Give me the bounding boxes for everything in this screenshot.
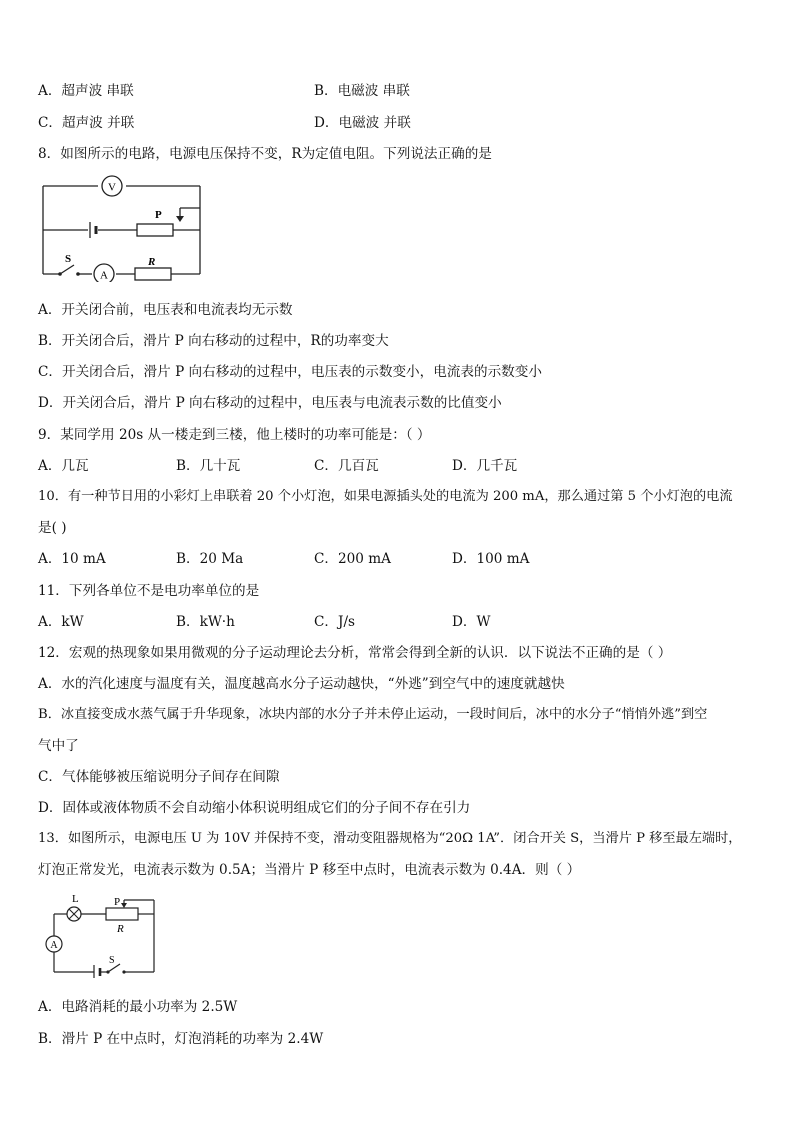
resistor-label: R [117, 923, 124, 935]
switch-label: S [65, 253, 72, 265]
q12-option-a: A．水的汽化速度与温度有关，温度越高水分子运动越快，“外逃”到空气中的速度就越快 [38, 676, 565, 692]
q11-option-d: D．W [452, 614, 491, 630]
resistor-label: R [148, 256, 156, 268]
q10-stem-line1: 10．有一种节日用的小彩灯上串联着 20 个小灯泡，如果电源插头处的电流为 200 mA，那么通过第 5 个小灯泡的电流 [38, 489, 733, 504]
q11-option-b: B．kW·h [176, 614, 235, 630]
q12-option-b-line1: B．冰直接变成水蒸气属于升华现象，冰块内部的水分子并未停止运动，一段时间后，冰中的水分子“悄悄外逃”到空 [38, 707, 708, 722]
q10-stem-line2: 是( ) [38, 520, 67, 536]
q10-option-c: C．200 mA [314, 551, 391, 567]
q12-option-c: C．气体能够被压缩说明分子间存在间隙 [38, 769, 280, 785]
q7-option-a: A．超声波 串联 [38, 83, 134, 99]
q12-option-d: D．固体或液体物质不会自动缩小体积说明组成它们的分子间不存在引力 [38, 800, 471, 816]
slider-label: P [114, 896, 121, 908]
q8-option-b: B．开关闭合后，滑片 P 向右移动的过程中，R的功率变大 [38, 333, 389, 349]
ammeter-label: A [50, 940, 58, 951]
q12-stem: 12．宏观的热现象如果用微观的分子运动理论去分析，常常会得到全新的认识．以下说法不正确的是（ ） [38, 645, 672, 661]
q9-option-c: C．几百瓦 [314, 458, 379, 474]
q8-stem: 8．如图所示的电路，电源电压保持不变，R为定值电阻。下列说法正确的是 [38, 146, 492, 162]
q9-stem: 9．某同学用 20s 从一楼走到三楼，他上楼时的功率可能是：（ ） [38, 427, 431, 443]
q11-option-c: C．J/s [314, 614, 356, 630]
q13-circuit-diagram [44, 890, 160, 978]
q7-option-b: B．电磁波 串联 [314, 83, 410, 99]
q9-option-d: D．几千瓦 [452, 458, 518, 474]
q8-option-c: C．开关闭合后，滑片 P 向右移动的过程中，电压表的示数变小，电流表的示数变小 [38, 364, 542, 380]
voltmeter-label: V [108, 181, 116, 194]
q13-stem-line1: 13．如图所示，电源电压 U 为 10V 并保持不变，滑动变阻器规格为“20Ω 1A”．闭合开关 S，当滑片 P 移至最左端时， [38, 831, 742, 846]
q13-stem-line2: 灯泡正常发光，电流表示数为 0.5A；当滑片 P 移至中点时，电流表示数为 0.4A．则（ ） [38, 862, 581, 878]
q9-option-b: B．几十瓦 [176, 458, 241, 474]
q11-stem: 11．下列各单位不是电功率单位的是 [38, 583, 260, 599]
switch-label: S [109, 955, 115, 966]
q13-option-b: B．滑片 P 在中点时，灯泡消耗的功率为 2.4W [38, 1031, 324, 1047]
q8-circuit-diagram [40, 170, 212, 282]
q8-option-a: A．开关闭合前，电压表和电流表均无示数 [38, 302, 293, 318]
q7-option-d: D．电磁波 并联 [314, 115, 411, 131]
q13-option-a: A．电路消耗的最小功率为 2.5W [38, 999, 238, 1015]
q12-option-b-line2: 气中了 [38, 738, 79, 754]
q8-option-d: D．开关闭合后，滑片 P 向右移动的过程中，电压表与电流表示数的比值变小 [38, 395, 502, 411]
q10-option-d: D．100 mA [452, 551, 530, 567]
ammeter-label: A [100, 269, 108, 282]
q9-option-a: A．几瓦 [38, 458, 89, 474]
q7-option-c: C．超声波 并联 [38, 115, 135, 131]
slider-label: P [155, 209, 162, 221]
q11-option-a: A．kW [38, 614, 84, 630]
lamp-label: L [72, 893, 79, 905]
q10-option-b: B．20 Ma [176, 551, 244, 567]
q10-option-a: A．10 mA [38, 551, 106, 567]
